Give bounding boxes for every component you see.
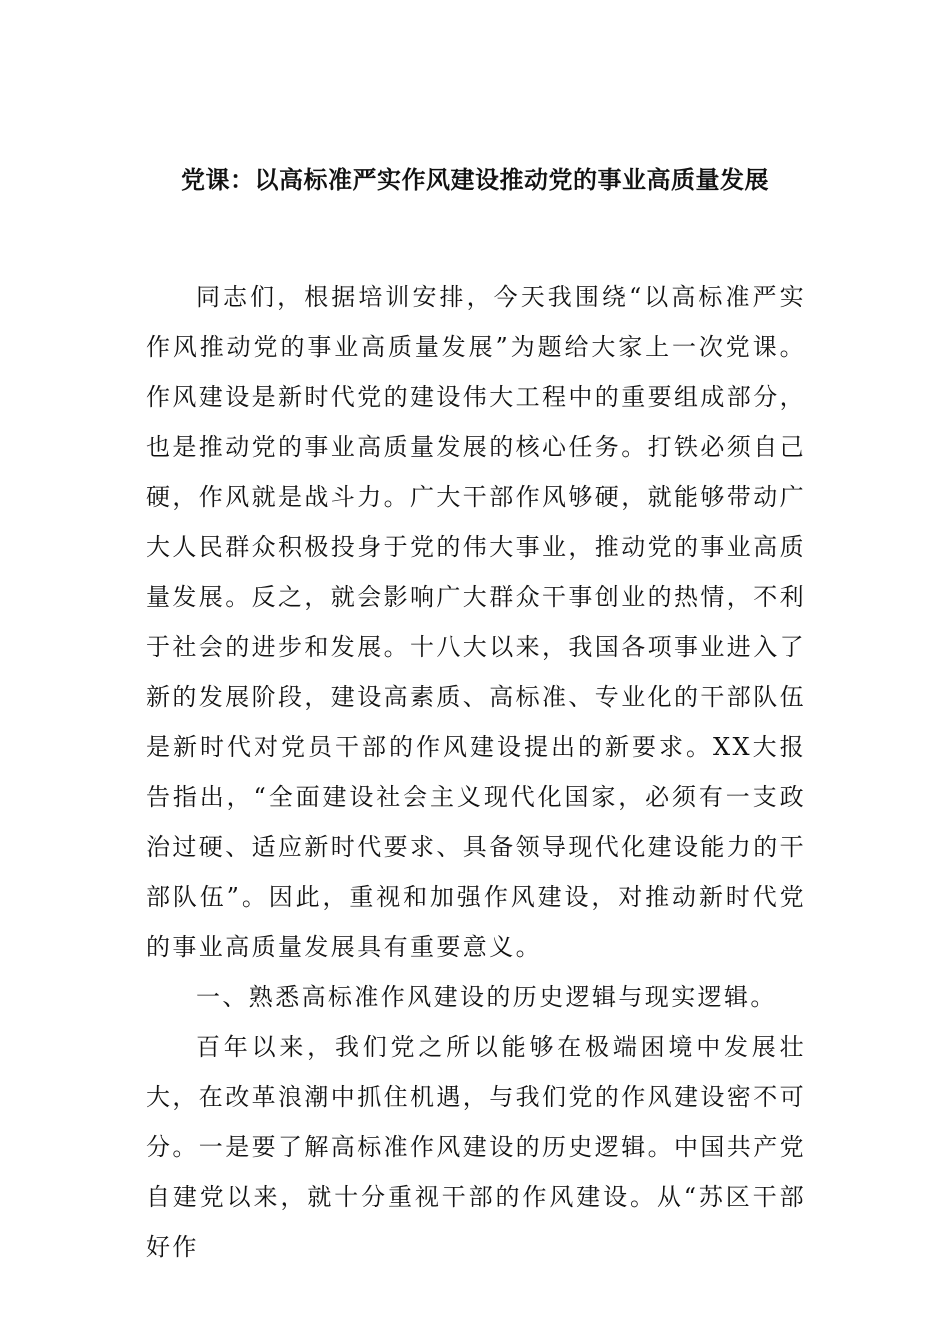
document-body — [146, 272, 806, 1272]
section-heading-1: 一、熟悉高标准作风建设的历史逻辑与现实逻辑。 — [196, 983, 777, 1011]
paragraph-history: 百年以来，我们党之所以能够在极端困境中发展壮大，在改革浪潮中抓住机遇，与我们党的作风建设密不可分。一是要了解高标准作风建设的历史逻辑。中国共产党自建党以来，就十分重视干部的作风建设。从“苏区干部好作 — [146, 1033, 806, 1261]
paragraph-intro: 同志们，根据培训安排，今天我围绕“以高标准严实作风推动党的事业高质量发展”为题给大家上一次党课。作风建设是新时代党的建设伟大工程中的重要组成部分，也是推动党的事业高质量发展的核心任务。打铁必须自己硬，作风就是战斗力。广大干部作风够硬，就能够带动广大人民群众积极投身于党的伟大事业，推动党的事业高质量发展。反之，就会影响广大群众干事创业的热情，不利于社会的进步和发展。十八大以来，我国各项事业进入了新的发展阶段，建设高素质、高标准、专业化的干部队伍是新时代对党员干部的作风建设提出的新要求。XX大报告指出，“全面建设社会主义现代化国家，必须有一支政治过硬、适应新时代要求、具备领导现代化建设能力的干部队伍”。因此，重视和加强作风建设，对推动新时代党的事业高质量发展具有重要意义。 — [146, 283, 806, 961]
document-title: 党课：以高标准严实作风建设推动党的事业高质量发展 — [181, 165, 769, 194]
